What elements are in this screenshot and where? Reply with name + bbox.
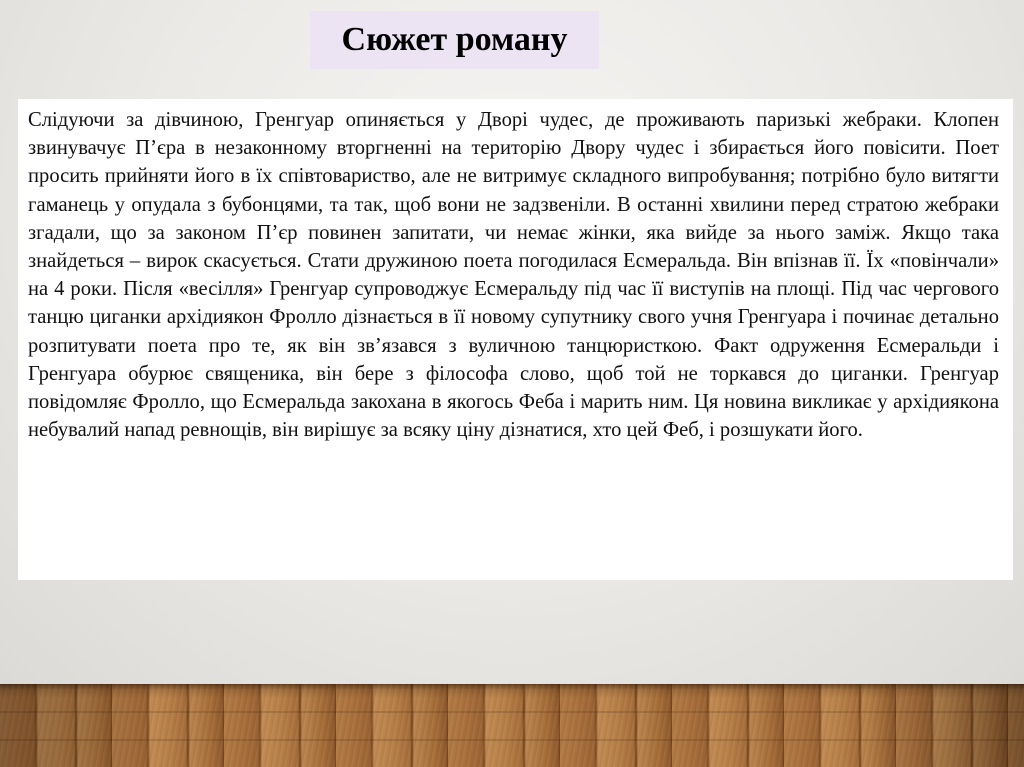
- slide-title-box: [310, 11, 599, 69]
- slide-title: Сюжет роману: [341, 21, 568, 58]
- slide-text-box: [18, 99, 1013, 580]
- slide-body-text: Слідуючи за дівчиною, Гренгуар опиняється у Дворі чудес, де проживають паризькі жебраки. Клопен звинувачує П’єра в незаконному вторгненні на територію Двору чудес і збирається його повісити. Поет просить прийняти його в їх співтовариство, але не витримує складного випробування; потрібно було витягти гаманець у опудала з бубонцями, та так, щоб вони не задзвеніли. В останні хвилини перед стратою жебраки згадали, що за законом П’єр повинен запитати, чи немає жінки, яка вийде за нього заміж. Якщо така знайдеться – вирок скасується. Стати дружиною поета погодилася Есмеральда. Він впізнав її. Їх «повінчали» на 4 роки. Після «весілля» Гренгуар супроводжує Есмеральду під час її виступів на площі. Під час чергового танцю циганки архідиякон Фролло дізнається в її новому супутнику свого учня Гренгуара і починає детально розпитувати поета про те, як він зв’язався з вуличною танцюристкою. Факт одруження Есмеральди і Гренгуара обурює священика, він бере з філософа слово, щоб той не торкався до циганки. Гренгуар повідомляє Фролло, що Есмеральда закохана в якогось Феба і марить ним. Ця новина викликає у архідиякона небувалий напад ревнощів, він вирішує за всяку ціну дізнатися, хто цей Феб, і розшукати його.: [28, 109, 999, 442]
- wooden-floor: [0, 684, 1024, 767]
